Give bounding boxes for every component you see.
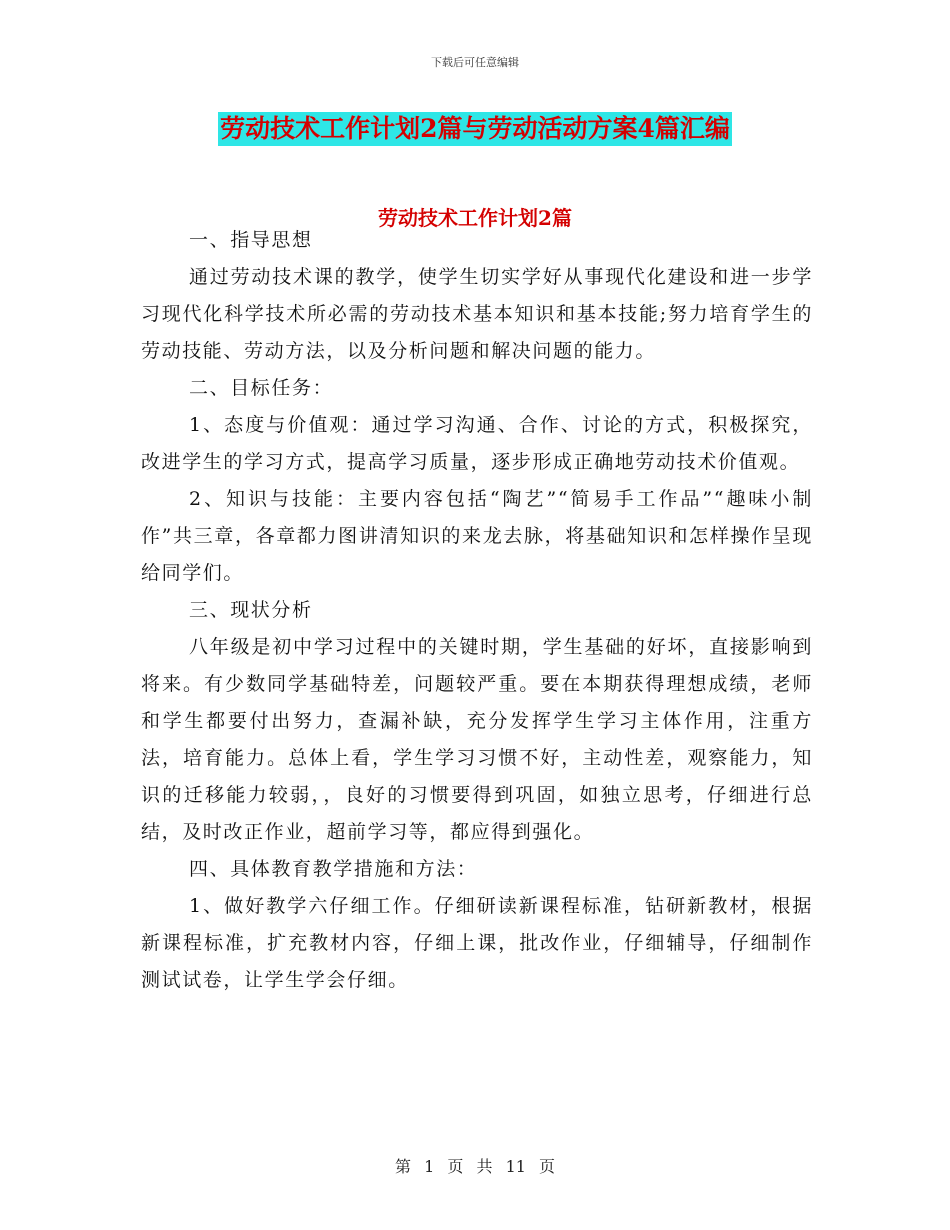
page-footer [0,1154,950,1177]
current-page-number: 1 [424,1157,435,1176]
paragraph: 1、态度与价值观：通过学习沟通、合作、讨论的方式，积极探究，改进学生的学习方式，提高学习质量，逐步形成正确地劳动技术价值观。 [141,414,813,473]
page-label-suffix: 页 [539,1157,556,1176]
section-title: 劳动技术工作计划2篇 [378,206,572,230]
total-label: 共 [476,1157,493,1176]
paragraph: 1、做好教学六仔细工作。仔细研读新课程标准，钻研新教材，根据新课程标准，扩充教材内容，仔细上课，批改作业，仔细辅导，仔细制作测试试卷，让学生学会仔细。 [141,895,813,991]
paragraph: 通过劳动技术课的教学，使学生切实学好从事现代化建设和进一步学习现代化科学技术所必需的劳动技术基本知识和基本技能;努力培育学生的劳动技能、劳动方法，以及分析问题和解决问题的能力。 [141,266,813,362]
paragraph-heading: 三、现状分析 [189,599,313,621]
page-label-mid: 页 [447,1157,464,1176]
document-body [141,222,813,999]
paragraph-heading: 一、指导思想 [189,229,313,251]
page-header: 下载后可任意编辑 [431,56,519,69]
paragraph-heading: 二、目标任务： [189,377,334,399]
title-container [0,112,950,146]
total-pages-number: 11 [505,1157,526,1176]
document-title: 劳动技术工作计划2篇与劳动活动方案4篇汇编 [218,112,732,146]
page-label-prefix: 第 [394,1157,411,1176]
paragraph: 八年级是初中学习过程中的关键时期，学生基础的好坏，直接影响到将来。有少数同学基础特差，问题较严重。要在本期获得理想成绩，老师和学生都要付出努力，查漏补缺，充分发挥学生学习主体作用，注重方法，培育能力。总体上看，学生学习习惯不好，主动性差，观察能力，知识的迁移能力较弱，，良好的习惯要得到巩固，如独立思考，仔细进行总结，及时改正作业，超前学习等，都应得到强化。 [141,636,813,843]
paragraph-heading: 四、具体教育教学措施和方法： [189,858,478,880]
paragraph: 2、知识与技能：主要内容包括“陶艺”“简易手工作品”“趣味小制作”共三章，各章都力图讲清知识的来龙去脉，将基础知识和怎样操作呈现给同学们。 [141,488,813,584]
